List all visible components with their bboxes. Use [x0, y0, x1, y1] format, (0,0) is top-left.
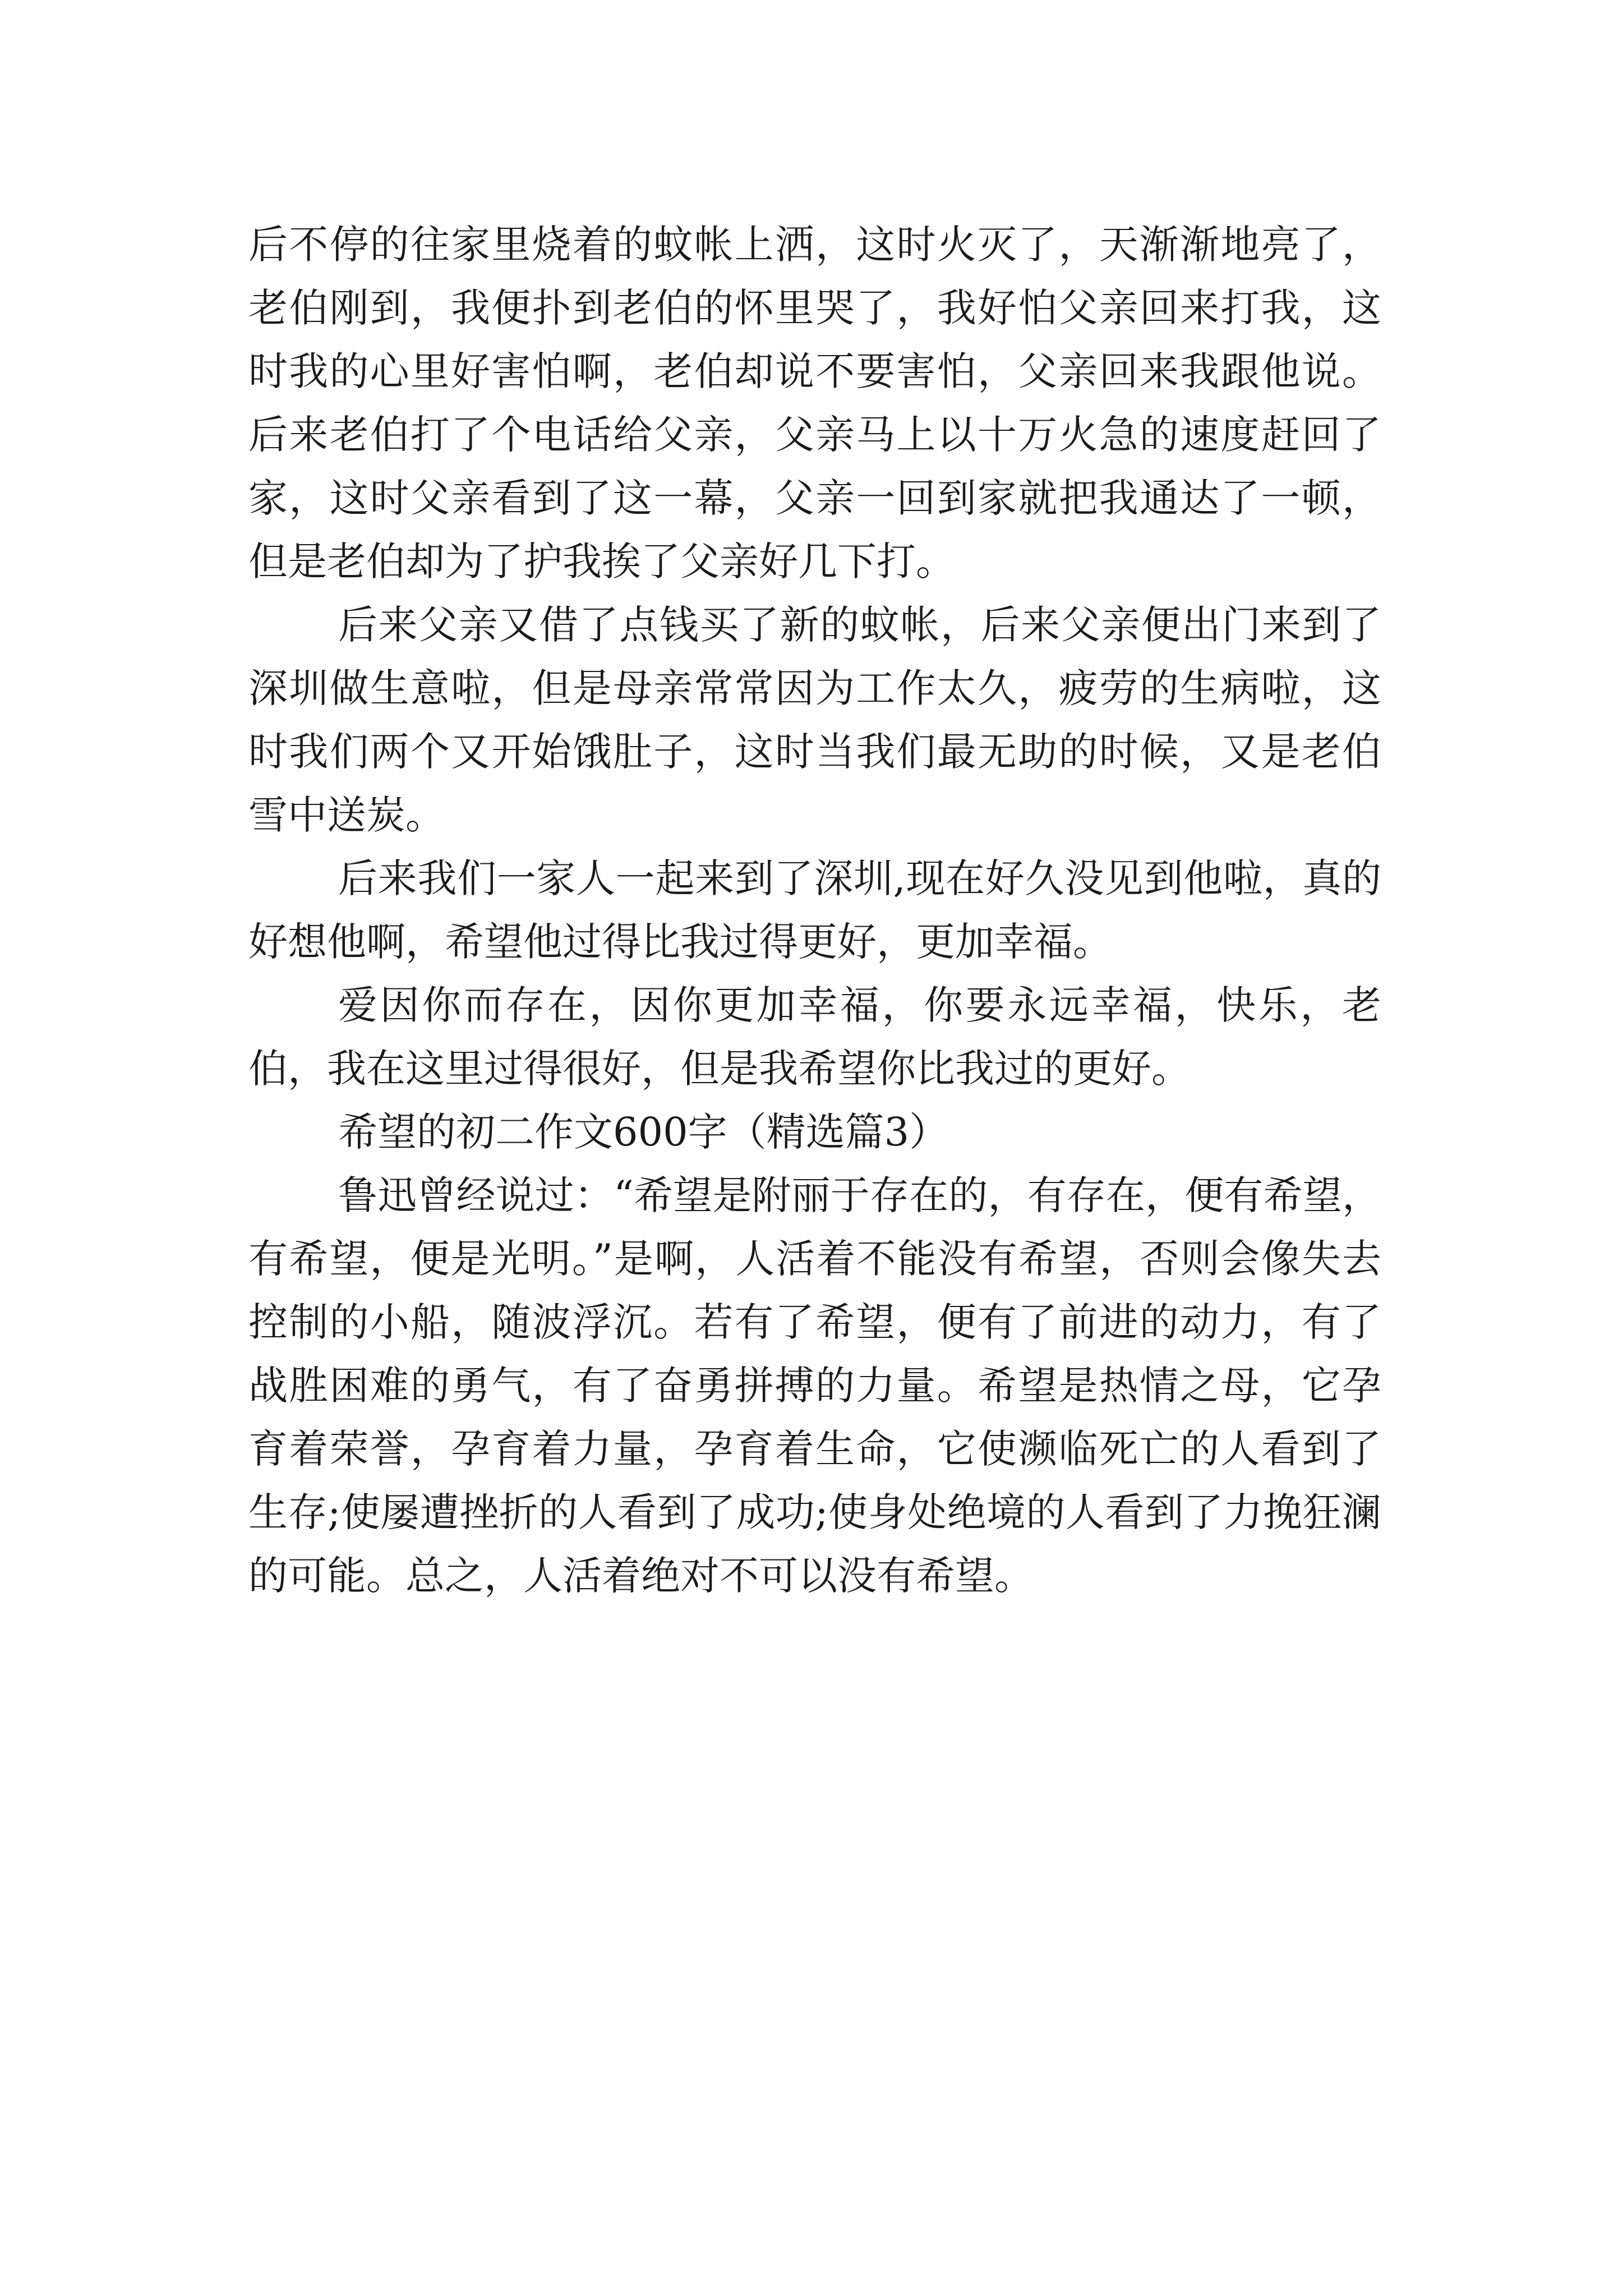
paragraph: 爱因你而存在，因你更加幸福，你要永远幸福，快乐，老伯，我在这里过得很好，但是我希望你比我过的更好。	[248, 982, 1381, 1092]
paragraph-continued: 后不停的往家里烧着的蚊帐上洒，这时火灭了，天渐渐地亮了，老伯刚到，我便扑到老伯的怀里哭了，我好怕父亲回来打我，这时我的心里好害怕啊，老伯却说不要害怕，父亲回来我跟他说。后来老伯打了个电话给父亲，父亲马上以十万火急的速度赶回了家，这时父亲看到了这一幕，父亲一回到家就把我通达了一顿，但是老伯却为了护我挨了父亲好几下打。	[248, 222, 1381, 585]
section-heading: 希望的初二作文600字（精选篇3）	[338, 1109, 949, 1155]
paragraph: 后来我们一家人一起来到了深圳,现在好久没见到他啦，真的好想他啊，希望他过得比我过得更好，更加幸福。	[248, 855, 1381, 965]
paragraph: 鲁迅曾经说过：“希望是附丽于存在的，有存在，便有希望，有希望，便是光明。”是啊，人活着不能没有希望，否则会像失去控制的小船，随波浮沉。若有了希望，便有了前进的动力，有了战胜困难的勇气，有了奋勇拼搏的力量。希望是热情之母，它孕育着荣誉，孕育着力量，孕育着生命，它使濒临死亡的人看到了生存;使屡遭挫折的人看到了成功;使身处绝境的人看到了力挽狂澜的可能。总之，人活着绝对不可以没有希望。	[248, 1172, 1381, 1599]
document-body	[248, 213, 1381, 1608]
paragraph: 后来父亲又借了点钱买了新的蚊帐，后来父亲便出门来到了深圳做生意啦，但是母亲常常因为工作太久，疲劳的生病啦，这时我们两个又开始饿肚子，这时当我们最无助的时候，又是老伯雪中送炭。	[248, 602, 1381, 838]
